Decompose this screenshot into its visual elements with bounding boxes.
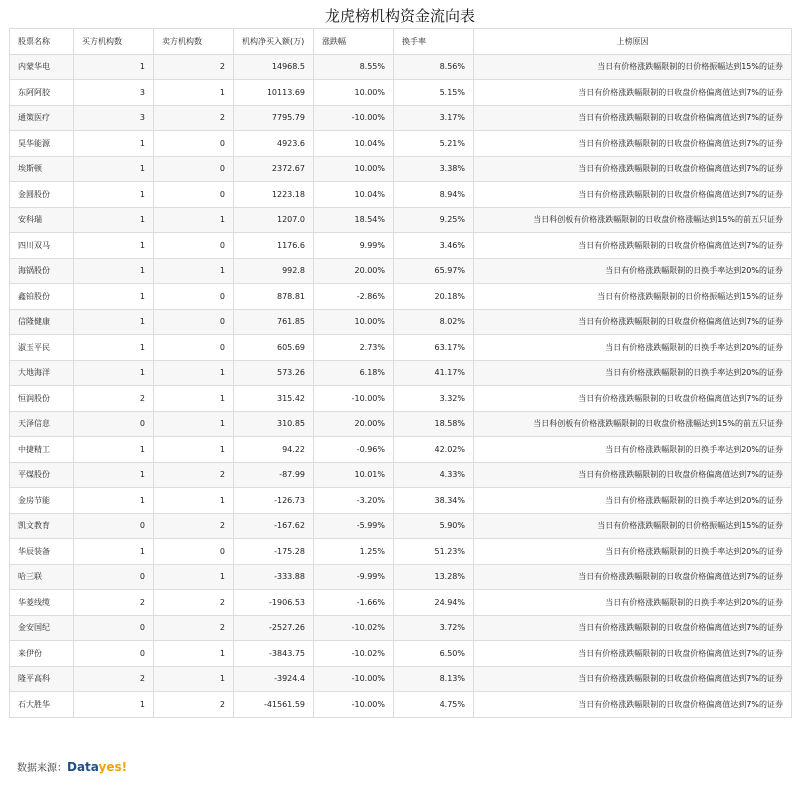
- cell-buyer-count: 0: [74, 411, 154, 437]
- cell-buyer-count: 1: [74, 539, 154, 565]
- cell-stock-name: 华菱线缆: [10, 590, 74, 616]
- cell-turnover: 42.02%: [394, 437, 474, 463]
- table-row: [10, 564, 792, 590]
- cell-net-buy: -167.62: [234, 513, 314, 539]
- cell-reason: 当日有价格涨跌幅限制的日收盘价格偏离值达到7%的证券: [474, 386, 792, 412]
- table-row: [10, 233, 792, 259]
- table-body: [10, 54, 792, 717]
- table-header-row: [10, 29, 792, 55]
- table-row: [10, 284, 792, 310]
- cell-net-buy: 2372.67: [234, 156, 314, 182]
- cell-stock-name: 海锅股份: [10, 258, 74, 284]
- cell-turnover: 5.15%: [394, 80, 474, 106]
- cell-change: -1.66%: [314, 590, 394, 616]
- cell-reason: 当日有价格涨跌幅限制的日换手率达到20%的证券: [474, 360, 792, 386]
- cell-net-buy: 992.8: [234, 258, 314, 284]
- cell-net-buy: -175.28: [234, 539, 314, 565]
- cell-change: 10.00%: [314, 80, 394, 106]
- cell-seller-count: 1: [154, 386, 234, 412]
- cell-seller-count: 2: [154, 590, 234, 616]
- cell-seller-count: 2: [154, 54, 234, 80]
- cell-stock-name: 隆平高科: [10, 666, 74, 692]
- column-header-stock-name: 股票名称: [10, 29, 74, 55]
- table-row: [10, 309, 792, 335]
- cell-change: 2.73%: [314, 335, 394, 361]
- page-title: 龙虎榜机构资金流向表: [324, 7, 475, 25]
- table-row: [10, 335, 792, 361]
- cell-stock-name: 来伊份: [10, 641, 74, 667]
- cell-net-buy: -1906.53: [234, 590, 314, 616]
- cell-reason: 当日有价格涨跌幅限制的日换手率达到20%的证券: [474, 539, 792, 565]
- table-row: [10, 54, 792, 80]
- cell-change: 1.25%: [314, 539, 394, 565]
- cell-turnover: 8.13%: [394, 666, 474, 692]
- cell-reason: 当日有价格涨跌幅限制的日收盘价格偏离值达到7%的证券: [474, 666, 792, 692]
- cell-stock-name: 淑玉平民: [10, 335, 74, 361]
- table-row: [10, 615, 792, 641]
- cell-turnover: 8.94%: [394, 182, 474, 208]
- cell-reason: 当日有价格涨跌幅限制的日价格振幅达到15%的证券: [474, 284, 792, 310]
- cell-stock-name: 通策医疗: [10, 105, 74, 131]
- cell-net-buy: -41561.59: [234, 692, 314, 718]
- cell-turnover: 51.23%: [394, 539, 474, 565]
- cell-turnover: 3.32%: [394, 386, 474, 412]
- cell-change: -2.86%: [314, 284, 394, 310]
- cell-seller-count: 0: [154, 233, 234, 259]
- cell-net-buy: -3843.75: [234, 641, 314, 667]
- cell-seller-count: 0: [154, 131, 234, 157]
- column-header-change: 涨跌幅: [314, 29, 394, 55]
- cell-buyer-count: 0: [74, 564, 154, 590]
- cell-seller-count: 1: [154, 488, 234, 514]
- table-row: [10, 360, 792, 386]
- cell-stock-name: 东阿阿胶: [10, 80, 74, 106]
- cell-net-buy: 7795.79: [234, 105, 314, 131]
- table-row: [10, 692, 792, 718]
- cell-net-buy: 761.85: [234, 309, 314, 335]
- table-row: [10, 488, 792, 514]
- cell-seller-count: 0: [154, 309, 234, 335]
- table-row: [10, 437, 792, 463]
- cell-turnover: 9.25%: [394, 207, 474, 233]
- cell-stock-name: 恒润股份: [10, 386, 74, 412]
- cell-net-buy: 1207.0: [234, 207, 314, 233]
- cell-buyer-count: 1: [74, 335, 154, 361]
- cell-buyer-count: 1: [74, 131, 154, 157]
- cell-buyer-count: 1: [74, 309, 154, 335]
- cell-reason: 当日有价格涨跌幅限制的日收盘价格偏离值达到7%的证券: [474, 462, 792, 488]
- cell-stock-name: 凯文教育: [10, 513, 74, 539]
- cell-turnover: 4.33%: [394, 462, 474, 488]
- cell-change: -0.96%: [314, 437, 394, 463]
- cell-seller-count: 1: [154, 207, 234, 233]
- cell-change: -10.00%: [314, 666, 394, 692]
- cell-stock-name: 信隆健康: [10, 309, 74, 335]
- cell-stock-name: 哈三联: [10, 564, 74, 590]
- cell-buyer-count: 3: [74, 105, 154, 131]
- cell-change: 10.00%: [314, 309, 394, 335]
- cell-change: -10.02%: [314, 641, 394, 667]
- cell-change: 10.00%: [314, 156, 394, 182]
- cell-net-buy: 4923.6: [234, 131, 314, 157]
- cell-net-buy: 315.42: [234, 386, 314, 412]
- cell-reason: 当日有价格涨跌幅限制的日收盘价格偏离值达到7%的证券: [474, 309, 792, 335]
- cell-turnover: 3.17%: [394, 105, 474, 131]
- cell-stock-name: 华辰装备: [10, 539, 74, 565]
- cell-reason: 当日有价格涨跌幅限制的日换手率达到20%的证券: [474, 590, 792, 616]
- cell-seller-count: 1: [154, 258, 234, 284]
- cell-seller-count: 0: [154, 156, 234, 182]
- cell-seller-count: 1: [154, 360, 234, 386]
- cell-seller-count: 0: [154, 284, 234, 310]
- table-row: [10, 666, 792, 692]
- cell-change: -10.02%: [314, 615, 394, 641]
- institution-flow-table: [9, 28, 792, 718]
- cell-seller-count: 1: [154, 80, 234, 106]
- cell-buyer-count: 2: [74, 590, 154, 616]
- cell-buyer-count: 1: [74, 182, 154, 208]
- table-row: [10, 80, 792, 106]
- cell-buyer-count: 1: [74, 360, 154, 386]
- cell-turnover: 6.50%: [394, 641, 474, 667]
- cell-buyer-count: 3: [74, 80, 154, 106]
- column-header-reason: 上榜原因: [474, 29, 792, 55]
- cell-reason: 当日有价格涨跌幅限制的日收盘价格偏离值达到7%的证券: [474, 156, 792, 182]
- cell-reason: 当日有价格涨跌幅限制的日换手率达到20%的证券: [474, 437, 792, 463]
- cell-seller-count: 2: [154, 105, 234, 131]
- cell-seller-count: 1: [154, 437, 234, 463]
- cell-change: -9.99%: [314, 564, 394, 590]
- cell-stock-name: 鑫铂股份: [10, 284, 74, 310]
- cell-turnover: 8.56%: [394, 54, 474, 80]
- data-source-label: 数据来源：: [17, 763, 67, 774]
- cell-net-buy: -126.73: [234, 488, 314, 514]
- table-row: [10, 539, 792, 565]
- cell-net-buy: 310.85: [234, 411, 314, 437]
- cell-net-buy: 1176.6: [234, 233, 314, 259]
- cell-reason: 当日有价格涨跌幅限制的日换手率达到20%的证券: [474, 335, 792, 361]
- cell-net-buy: -87.99: [234, 462, 314, 488]
- cell-buyer-count: 1: [74, 156, 154, 182]
- cell-seller-count: 0: [154, 539, 234, 565]
- cell-net-buy: -2527.26: [234, 615, 314, 641]
- cell-reason: 当日有价格涨跌幅限制的日换手率达到20%的证券: [474, 488, 792, 514]
- cell-stock-name: 安科瑞: [10, 207, 74, 233]
- cell-buyer-count: 1: [74, 54, 154, 80]
- cell-net-buy: 605.69: [234, 335, 314, 361]
- cell-reason: 当日有价格涨跌幅限制的日价格振幅达到15%的证券: [474, 513, 792, 539]
- cell-buyer-count: 1: [74, 488, 154, 514]
- column-header-seller-count: 卖方机构数: [154, 29, 234, 55]
- cell-seller-count: 2: [154, 615, 234, 641]
- table-row: [10, 462, 792, 488]
- cell-buyer-count: 1: [74, 462, 154, 488]
- cell-seller-count: 0: [154, 182, 234, 208]
- cell-seller-count: 2: [154, 513, 234, 539]
- cell-net-buy: -3924.4: [234, 666, 314, 692]
- cell-turnover: 13.28%: [394, 564, 474, 590]
- table-row: [10, 513, 792, 539]
- cell-change: 10.04%: [314, 182, 394, 208]
- table-row: [10, 105, 792, 131]
- cell-stock-name: 金圆股份: [10, 182, 74, 208]
- cell-turnover: 3.46%: [394, 233, 474, 259]
- cell-reason: 当日有价格涨跌幅限制的日收盘价格偏离值达到7%的证券: [474, 692, 792, 718]
- cell-reason: 当日有价格涨跌幅限制的日收盘价格偏离值达到7%的证券: [474, 233, 792, 259]
- cell-net-buy: 94.22: [234, 437, 314, 463]
- cell-turnover: 24.94%: [394, 590, 474, 616]
- cell-stock-name: 内蒙华电: [10, 54, 74, 80]
- cell-turnover: 38.34%: [394, 488, 474, 514]
- cell-stock-name: 四川双马: [10, 233, 74, 259]
- cell-turnover: 5.21%: [394, 131, 474, 157]
- cell-buyer-count: 0: [74, 615, 154, 641]
- cell-change: 10.01%: [314, 462, 394, 488]
- cell-change: 9.99%: [314, 233, 394, 259]
- cell-turnover: 3.38%: [394, 156, 474, 182]
- cell-buyer-count: 2: [74, 666, 154, 692]
- cell-change: -10.00%: [314, 386, 394, 412]
- cell-reason: 当日有价格涨跌幅限制的日收盘价格偏离值达到7%的证券: [474, 105, 792, 131]
- table-row: [10, 156, 792, 182]
- cell-reason: 当日有价格涨跌幅限制的日收盘价格偏离值达到7%的证券: [474, 615, 792, 641]
- cell-change: -10.00%: [314, 105, 394, 131]
- cell-net-buy: 1223.18: [234, 182, 314, 208]
- cell-change: 20.00%: [314, 258, 394, 284]
- cell-net-buy: 14968.5: [234, 54, 314, 80]
- cell-turnover: 41.17%: [394, 360, 474, 386]
- cell-turnover: 8.02%: [394, 309, 474, 335]
- cell-reason: 当日有价格涨跌幅限制的日换手率达到20%的证券: [474, 258, 792, 284]
- cell-stock-name: 昊华能源: [10, 131, 74, 157]
- cell-buyer-count: 1: [74, 437, 154, 463]
- cell-turnover: 3.72%: [394, 615, 474, 641]
- column-header-net-buy: 机构净买入额(万): [234, 29, 314, 55]
- cell-change: 20.00%: [314, 411, 394, 437]
- column-header-turnover: 换手率: [394, 29, 474, 55]
- cell-reason: 当日有价格涨跌幅限制的日收盘价格偏离值达到7%的证券: [474, 131, 792, 157]
- cell-buyer-count: 1: [74, 692, 154, 718]
- table-row: [10, 641, 792, 667]
- cell-buyer-count: 0: [74, 513, 154, 539]
- cell-seller-count: 1: [154, 564, 234, 590]
- cell-buyer-count: 1: [74, 207, 154, 233]
- table-row: [10, 131, 792, 157]
- cell-stock-name: 大地海洋: [10, 360, 74, 386]
- cell-reason: 当日有价格涨跌幅限制的日收盘价格偏离值达到7%的证券: [474, 80, 792, 106]
- cell-buyer-count: 2: [74, 386, 154, 412]
- cell-change: -5.99%: [314, 513, 394, 539]
- cell-reason: 当日科创板有价格涨跌幅限制的日收盘价格涨幅达到15%的前五只证券: [474, 207, 792, 233]
- cell-stock-name: 天泽信息: [10, 411, 74, 437]
- cell-net-buy: -333.88: [234, 564, 314, 590]
- table-row: [10, 590, 792, 616]
- cell-turnover: 5.90%: [394, 513, 474, 539]
- cell-seller-count: 0: [154, 335, 234, 361]
- table-row: [10, 182, 792, 208]
- table-row: [10, 411, 792, 437]
- cell-turnover: 63.17%: [394, 335, 474, 361]
- cell-net-buy: 10113.69: [234, 80, 314, 106]
- cell-stock-name: 金房节能: [10, 488, 74, 514]
- cell-stock-name: 石大胜华: [10, 692, 74, 718]
- table-row: [10, 207, 792, 233]
- cell-change: 18.54%: [314, 207, 394, 233]
- cell-change: 6.18%: [314, 360, 394, 386]
- cell-buyer-count: 1: [74, 258, 154, 284]
- datayes-logo-part2: yes!: [98, 760, 128, 774]
- table-row: [10, 386, 792, 412]
- cell-buyer-count: 1: [74, 284, 154, 310]
- data-source-footer: [17, 759, 127, 775]
- cell-seller-count: 1: [154, 641, 234, 667]
- cell-reason: 当日有价格涨跌幅限制的日收盘价格偏离值达到7%的证券: [474, 564, 792, 590]
- cell-reason: 当日科创板有价格涨跌幅限制的日收盘价格涨幅达到15%的前五只证券: [474, 411, 792, 437]
- cell-seller-count: 1: [154, 666, 234, 692]
- column-header-buyer-count: 买方机构数: [74, 29, 154, 55]
- cell-change: 10.04%: [314, 131, 394, 157]
- cell-reason: 当日有价格涨跌幅限制的日价格振幅达到15%的证券: [474, 54, 792, 80]
- cell-reason: 当日有价格涨跌幅限制的日收盘价格偏离值达到7%的证券: [474, 641, 792, 667]
- cell-buyer-count: 1: [74, 233, 154, 259]
- cell-seller-count: 2: [154, 462, 234, 488]
- datayes-logo-part1: Data: [67, 760, 99, 774]
- cell-change: -3.20%: [314, 488, 394, 514]
- cell-seller-count: 1: [154, 411, 234, 437]
- cell-change: -10.00%: [314, 692, 394, 718]
- cell-seller-count: 2: [154, 692, 234, 718]
- cell-reason: 当日有价格涨跌幅限制的日收盘价格偏离值达到7%的证券: [474, 182, 792, 208]
- cell-stock-name: 埃斯顿: [10, 156, 74, 182]
- cell-change: 8.55%: [314, 54, 394, 80]
- cell-turnover: 4.75%: [394, 692, 474, 718]
- cell-turnover: 65.97%: [394, 258, 474, 284]
- cell-stock-name: 金安国纪: [10, 615, 74, 641]
- cell-stock-name: 中捷精工: [10, 437, 74, 463]
- cell-buyer-count: 0: [74, 641, 154, 667]
- cell-stock-name: 平煤股份: [10, 462, 74, 488]
- cell-turnover: 20.18%: [394, 284, 474, 310]
- cell-net-buy: 878.81: [234, 284, 314, 310]
- cell-net-buy: 573.26: [234, 360, 314, 386]
- table-row: [10, 258, 792, 284]
- cell-turnover: 18.58%: [394, 411, 474, 437]
